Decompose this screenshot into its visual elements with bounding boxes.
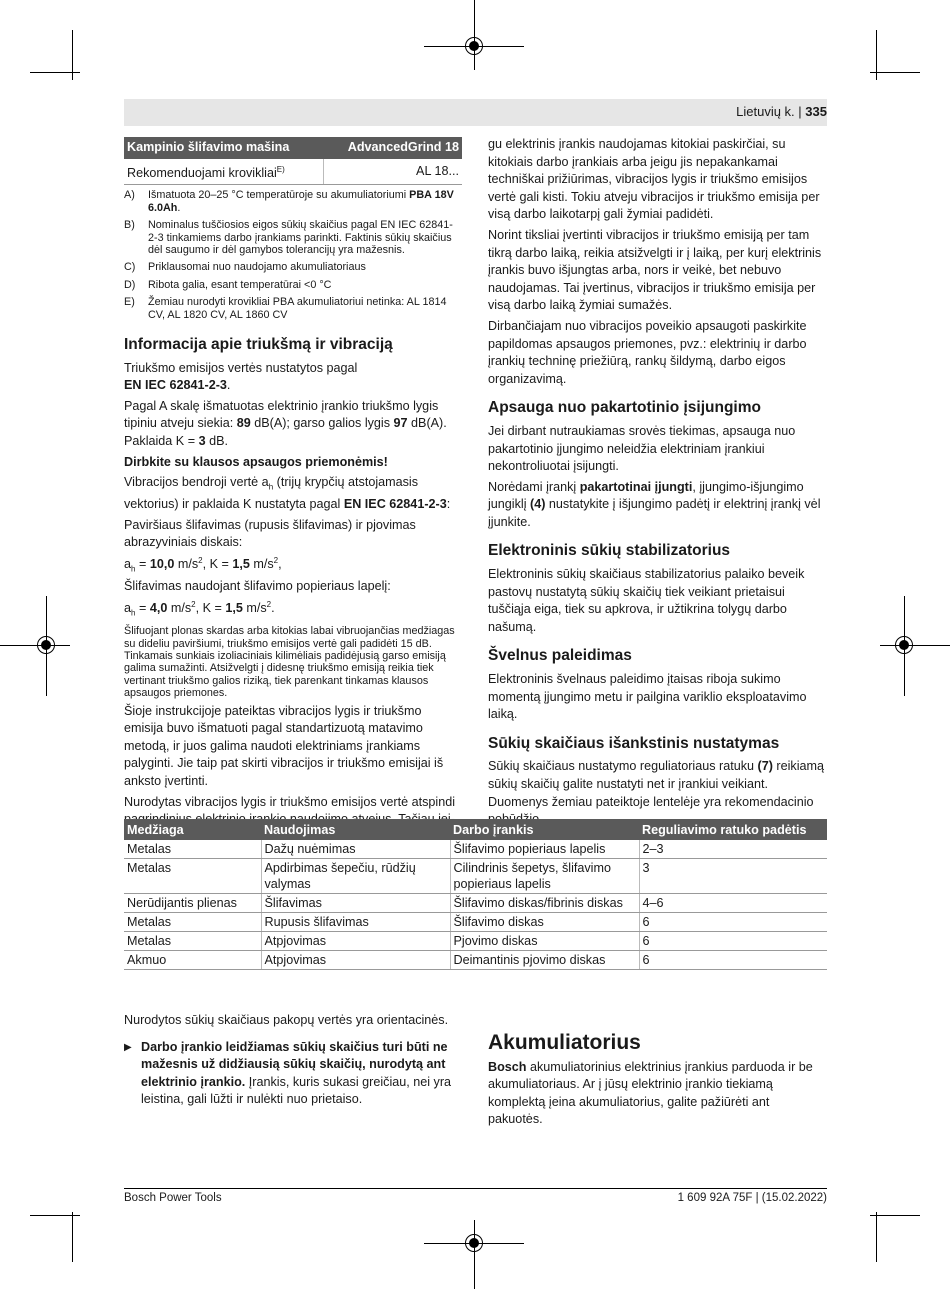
table-cell: Atpjovimas: [261, 951, 450, 970]
heading-speed-stabilizer: Elektroninis sūkių stabilizatorius: [488, 542, 731, 560]
spec-row-value: AL 18...: [323, 159, 462, 185]
table-cell: Atpjovimas: [261, 932, 450, 951]
measurement-paragraph: Šioje instrukcijoje pateiktas vibracijos lygis ir triukšmo emisija buvo išmatuoti pagal standartizuotą matavimo metodą, ir juos galima naudoti elektriniams įrankiams palyginti. Jie taip pat skirti vibracijos ir triukšmo emisijai iš anksto įvertinti.: [124, 703, 444, 789]
table-cell: Deimantinis pjovimo diskas: [450, 951, 639, 970]
table-row: [124, 840, 827, 859]
vibration-paragraph: Vibracijos bendroji vertė $a_h$ (trijų krypčių atstojamasis vektorius) ir paklaida K nustatyta pagal EN IEC 62841-2-3:: [124, 475, 451, 512]
noise-paragraph-1: Triukšmo emisijos vertės nustatytos pagal EN IEC 62841-2-3.: [124, 360, 358, 393]
battery-paragraph: Bosch akumuliatorinius elektrinius įrankius parduoda ir be akumuliatoriaus. Ar į jūsų elektrinio įrankio tiekiamą komplektą įeina akumuliatorius, galite pažiūrėti ant pakuotės.: [488, 1059, 813, 1127]
table-cell: 2–3: [639, 840, 827, 859]
table-row: [124, 932, 827, 951]
heading-restart-protection: Apsauga nuo pakartotinio įsijungimo: [488, 399, 761, 417]
crop-mark: [474, 0, 475, 70]
footnote-text: Išmatuota 20–25 °C temperatūroje su akumuliatoriumi PBA 18V 6.0Ah.: [148, 189, 454, 214]
table-cell: Metalas: [124, 913, 261, 932]
vibration-protection: Dirbančiajam nuo vibracijos poveikio apsaugoti paskirkite papildomas apsaugos priemones, pvz.: elektrinių ir darbo įrankių techninę priežiūrą, rankų šildymą, darbo eigos organizavimą.: [488, 318, 807, 386]
heading-noise: Informacija apie triukšmą ir vibraciją: [124, 336, 393, 354]
footnote-key: D): [124, 278, 136, 291]
header-bar: [124, 99, 827, 126]
table-cell: Pjovimo diskas: [450, 932, 639, 951]
spec-header-tool: Kampinio šlifavimo mašina: [124, 137, 323, 159]
speed-table-header: Medžiaga: [124, 819, 261, 840]
table-cell: Cilindrinis šepetys, šlifavimo popieriaus lapelis: [450, 859, 639, 894]
crop-mark: [870, 1215, 920, 1216]
footnote-text: Priklausomai nuo naudojamo akumuliatoriaus: [148, 261, 366, 274]
speed-table-header: Naudojimas: [261, 819, 450, 840]
bottom-left-block: [124, 1012, 462, 1109]
footnotes: [124, 189, 462, 321]
footnote-item: [124, 279, 462, 291]
table-cell: 4–6: [639, 894, 827, 913]
footnote-key: A): [124, 189, 135, 202]
registration-mark-icon: [895, 636, 913, 654]
footnote-text: Nominalus tuščiosios eigos sūkių skaičius pagal EN IEC 62841-2-3 tinkamiems darbo įrankiams parinkti. Faktinis sūkių skaičius dėl saugumo ir dėl gamybos tolerancijų yra mažesnis.: [148, 219, 453, 256]
crop-mark: [474, 1220, 475, 1289]
speed-table-header: Reguliavimo ratuko padėtis: [639, 819, 827, 840]
noise-paragraph-2: Pagal A skalę išmatuotas elektrinio įrankio triukšmo lygis tipiniu atveju siekia: 89 dB(A); garso galios lygis 97 dB(A). Paklaida K = 3 dB.: [124, 398, 447, 448]
footer-rule: [124, 1188, 827, 1189]
usage-paragraph: Nurodytas vibracijos lygis ir triukšmo emisijos vertė atspindi: [124, 794, 456, 809]
footnote-item: [124, 296, 462, 321]
soft-start-paragraph: Elektroninis švelnaus paleidimo įtaisas riboja sukimo momentą įjungimo metu ir pailgina variklio eksploatavimo laiką.: [488, 672, 807, 722]
crop-mark: [30, 72, 80, 73]
footnote-key: B): [124, 219, 135, 232]
registration-mark-icon: [37, 636, 55, 654]
table-cell: Šlifavimo diskas/fibrinis diskas: [450, 894, 639, 913]
restart-paragraph-1: Jei dirbant nutraukiamas srovės tiekimas, apsauga nuo pakartotinio įjungimo neleidžia elektriniam įrankiui nekontroliuotai įsijungti.: [488, 423, 796, 474]
stabilizer-paragraph: Elektroninis sūkių skaičiaus stabilizatorius palaiko beveik pastovų nustatytą sūkių skaičių tiek veikiant prietaisui tuščiąja eiga, tiek su apkrova, ir užtikrina tolygų darbo našumą.: [488, 567, 805, 634]
restart-paragraph-2: Norėdami įrankį pakartotinai įjungti, įjungimo-išjungimo jungiklį (4) nustatykite į išjungimo padėtį ir elektrinį įrankį vėl įjunkite.: [488, 479, 821, 529]
header-language: Lietuvių k.: [736, 104, 795, 119]
table-cell: 6: [639, 932, 827, 951]
sanding-values: Šlifavimas naudojant šlifavimo popieriaus lapelį: $a_h = 4,0$ $m/s^2$, K = 1,5 $m/s^2$.: [124, 579, 391, 618]
footnote-key: E): [124, 296, 135, 309]
footnote-text: Žemiau nurodyti krovikliai PBA akumuliatoriui netinka: AL 1814 CV, AL 1820 CV, AL 1860 CV: [148, 296, 447, 321]
crop-mark: [30, 1215, 80, 1216]
table-cell: Nerūdijantis plienas: [124, 894, 261, 913]
table-cell: Šlifavimo popieriaus lapelis: [450, 840, 639, 859]
speed-table-header: Darbo įrankis: [450, 819, 639, 840]
footer-left: Bosch Power Tools: [124, 1192, 222, 1204]
grinding-values: Paviršiaus šlifavimas (rupusis šlifavimas) ir pjovimas abrazyviniais diskais: $a_h = 10,0$ $m/s^2$, K = 1,5 $m/s^2$,: [124, 517, 416, 574]
small-note: Šlifuojant plonas skardas arba kitokias labai vibruojančias medžiagas su dideliu paviršiumi, triukšmo emisijos vertė gali padidėti 15 dB. Tinkamais sunkiais izoliaciniais kilimėliais padidėjusią garso emisiją galima sumažinti. Atsižvelgti į didesnę triukšmo emisiją reikia tiek vertinant triukšmo galios riziką, tiek parenkant tinkamas klausos apsaugos priemones.: [124, 625, 455, 700]
spec-header-model: AdvancedGrind 18: [323, 137, 462, 159]
bottom-right-block: [488, 1031, 826, 1132]
vibration-estimate: Norint tiksliai įvertinti vibracijos ir triukšmo emisiją per tam tikrą darbo laiką, reikia atsižvelgti ir į laiką, per kurį elektrinis įrankis buvo išjungtas arba, nors ir veikė, bet nebuvo naudojamas. Tai įvertinus, vibracijos ir triukšmo emisija per visą darbo laiką žymiai sumažės.: [488, 227, 822, 313]
crop-mark: [0, 645, 70, 646]
hearing-warning: Dirbkite su klausos apsaugos priemonėmis!: [124, 454, 388, 469]
table-cell: 3: [639, 859, 827, 894]
orientation-note: Nurodytos sūkių skaičiaus pakopų vertės yra orientacinės.: [124, 1013, 449, 1027]
page-header: Lietuvių k. | 335: [736, 104, 827, 119]
warning-bullet: ▶ Darbo įrankio leidžiamas sūkių skaičius turi būti ne mažesnis už didžiausią sūkių skaičių, nurodytą ant elektrinio įrankio. Įrankis, kuris sukasi greičiau, nei yra leistina, gali lūžti ir nulėkti nuo prietaiso.: [124, 1039, 462, 1109]
crop-mark: [880, 645, 950, 646]
right-column: [488, 136, 826, 832]
table-cell: Rupusis šlifavimas: [261, 913, 450, 932]
footnote-item: [124, 261, 462, 273]
table-row: [124, 859, 827, 894]
table-cell: Apdirbimas šepečiu, rūdžių valymas: [261, 859, 450, 894]
speed-table: [124, 819, 827, 970]
table-cell: Metalas: [124, 840, 261, 859]
footnote-item: [124, 189, 462, 214]
heading-soft-start: Švelnus paleidimas: [488, 647, 632, 665]
speed-paragraph: Sūkių skaičiaus nustatymo reguliatoriaus ratuku (7) reikiamą sūkių skaičių galite nustatyti net ir įrankiui veikiant. Duomenys žemiau pateiktoje lentelėje yra rekomendacinio: [488, 759, 824, 809]
footnote-key: C): [124, 261, 136, 274]
table-cell: Šlifavimo diskas: [450, 913, 639, 932]
registration-mark-icon: [465, 1234, 483, 1252]
table-cell: 6: [639, 913, 827, 932]
registration-mark-icon: [465, 37, 483, 55]
table-row: [124, 913, 827, 932]
heading-battery: Akumuliatorius: [488, 1031, 641, 1054]
table-row: [124, 894, 827, 913]
footnote-text: Ribota galia, esant temperatūrai <0 °C: [148, 278, 332, 291]
crop-mark: [72, 1212, 73, 1262]
vibration-continued: gu elektrinis įrankis naudojamas kitokiai paskirčiai, su kitokiais darbo įrankiais arba jeigu jis nepakankamai techniškai prižiūrimas, vibracijos lygis ir triukšmo emisijos vertė gali kisti. Tokiu atveju vibracijos ir triukšmo emisija per visą darbo laikotarpį gali žymiai padidėti.: [488, 137, 820, 222]
table-cell: Metalas: [124, 859, 261, 894]
triangle-bullet-icon: ▶: [124, 1041, 132, 1053]
footer-right: 1 609 92A 75F | (15.02.2022): [677, 1192, 827, 1204]
spec-row-label: Rekomenduojami krovikliai$^{E)}$: [124, 159, 323, 185]
left-column: [124, 137, 462, 832]
table-row: [124, 951, 827, 970]
crop-mark: [870, 72, 920, 73]
table-cell: Šlifavimas: [261, 894, 450, 913]
table-cell: Dažų nuėmimas: [261, 840, 450, 859]
page-number: 335: [805, 104, 827, 119]
footnote-item: [124, 219, 462, 256]
table-cell: Metalas: [124, 932, 261, 951]
crop-mark: [876, 1212, 877, 1262]
heading-speed-preselection: Sūkių skaičiaus išankstinis nustatymas: [488, 734, 780, 752]
spec-table: [124, 137, 462, 185]
table-cell: Akmuo: [124, 951, 261, 970]
table-cell: 6: [639, 951, 827, 970]
